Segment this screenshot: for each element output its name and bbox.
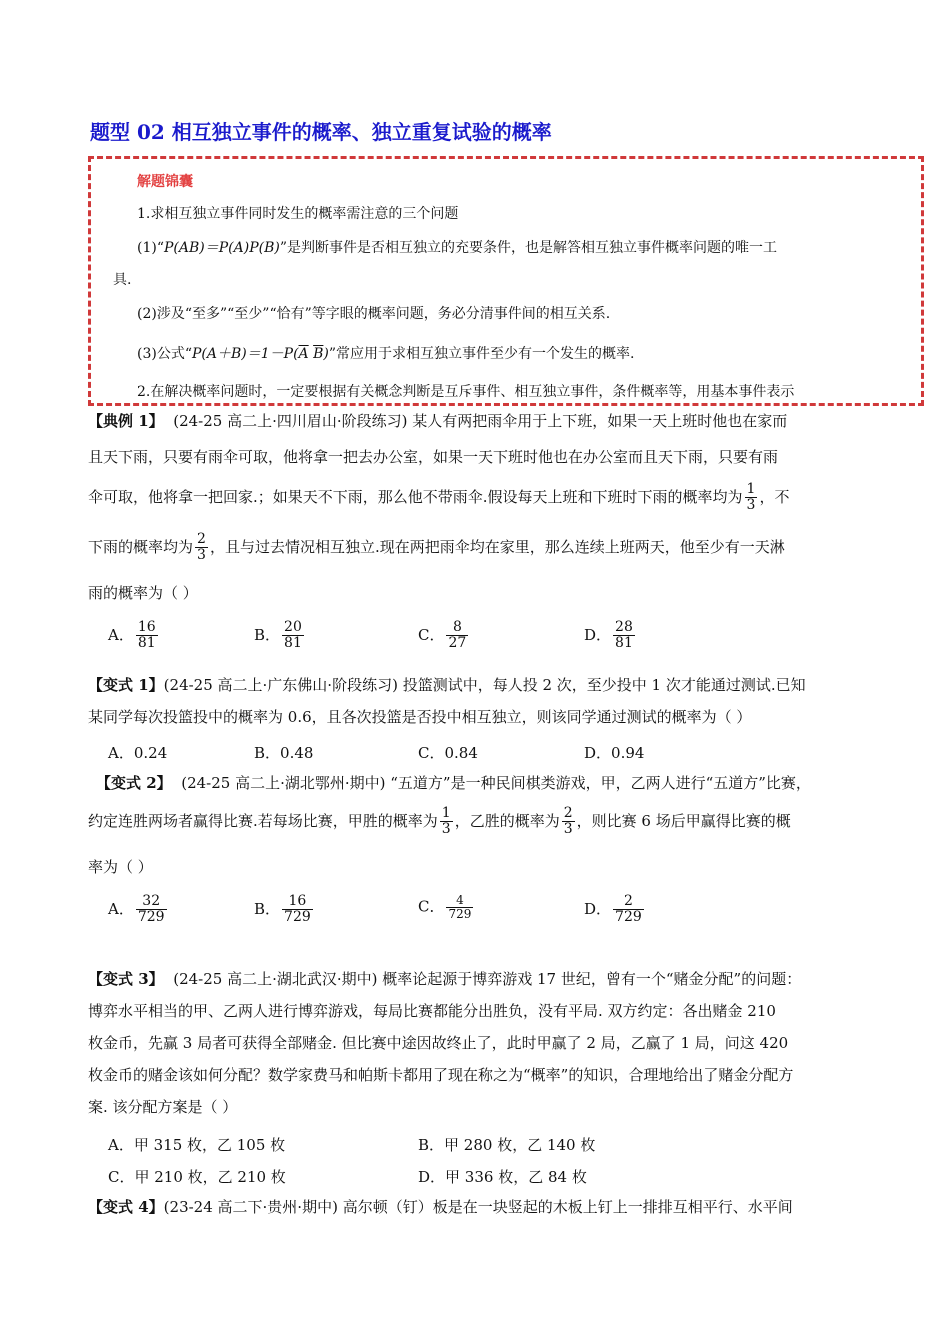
variant-tag: 【变式 2】 bbox=[96, 774, 172, 792]
variant-tag: 【变式 3】 bbox=[88, 970, 164, 988]
variant-2-line-2: 约定连胜两场者赢得比赛.若每场比赛，甲胜的概率为 $\frac{1}{3}$ ，乙胜的概率为 $\frac{2}{3}$ ，则比赛 6 场后甲赢得比赛的概 bbox=[88, 805, 791, 838]
variant-2-line-1: 【变式 2】 (24-25 高二上·湖北鄂州·期中) “五道方”是一种民间棋类游戏，甲，乙两人进行“五道方”比赛， bbox=[96, 774, 811, 792]
variant-tag: 【变式 1】 bbox=[88, 676, 164, 694]
example-1-option-a[interactable]: A． $\frac{16}{81}$ bbox=[108, 619, 156, 652]
variant-3-option-d[interactable]: D．甲 336 枚，乙 84 枚 bbox=[418, 1168, 587, 1186]
variant-3-line-4: 枚金币的赌金该如何分配？数学家费马和帕斯卡都用了现在称之为“概率”的知识，合理地给出了赌金分配方 bbox=[88, 1066, 794, 1084]
tips-point-2: 2.在解决概率问题时，一定要根据有关概念判断是互斥事件、相互独立事件，条件概率等，用基本事件表示 bbox=[137, 384, 795, 400]
variant-2-option-b[interactable]: B． $\frac{16}{729}$ bbox=[254, 893, 311, 926]
example-1-option-c[interactable]: C． $\frac{8}{27}$ bbox=[418, 619, 467, 652]
variant-3-line-5: 案. 该分配方案是（ ） bbox=[88, 1098, 238, 1116]
variant-3-line-3: 枚金币，先赢 3 局者可获得全部赌金. 但比赛中途因故终止了，此时甲赢了 2 局，乙赢了 1 局，问这 420 bbox=[88, 1034, 789, 1052]
variant-3-line-2: 博弈水平相当的甲、乙两人进行博弈游戏，每局比赛都能分出胜负，没有平局. 双方约定：各出赌金 210 bbox=[88, 1002, 776, 1020]
variant-2-option-a[interactable]: A． $\frac{32}{729}$ bbox=[108, 893, 165, 926]
variant-1-option-c[interactable]: C．0.84 bbox=[418, 744, 478, 762]
variant-1-option-d[interactable]: D．0.94 bbox=[584, 744, 645, 762]
variant-3-line-1: 【变式 3】 (24-25 高二上·湖北武汉·期中) 概率论起源于博弈游戏 17 世纪，曾有一个“赌金分配”的问题： bbox=[88, 970, 802, 988]
variant-tag: 【变式 4】 bbox=[88, 1198, 164, 1216]
tips-point-1: 1.求相互独立事件同时发生的概率需注意的三个问题 bbox=[137, 206, 459, 222]
formula-independence: P(AB)＝P(A)P(B) bbox=[164, 240, 280, 256]
tips-heading: 解题锦囊 bbox=[137, 174, 193, 190]
variant-1-option-a[interactable]: A．0.24 bbox=[108, 744, 168, 762]
example-1-line-3: 伞可取，他将拿一把回家.；如果天不下雨，那么他不带雨伞.假设每天上班和下班时下雨的概率均为 $\frac{1}{3}$ ，不 bbox=[88, 481, 790, 514]
variant-2-option-c[interactable]: C． $\frac{4}{729}$ bbox=[418, 893, 472, 922]
example-1-line-2: 且天下雨，只要有雨伞可取，他将拿一把去办公室，如果一天下班时他也在办公室而且天下雨，只要有雨 bbox=[88, 448, 779, 466]
variant-2-line-3: 率为（ ） bbox=[88, 858, 153, 876]
variant-3-option-b[interactable]: B．甲 280 枚，乙 140 枚 bbox=[418, 1136, 596, 1154]
example-1-line-1: 【典例 1】 (24-25 高二上·四川眉山·阶段练习) 某人有两把雨伞用于上下班，如果一天上班时他也在家而 bbox=[88, 412, 788, 430]
page-title: 题型 02 相互独立事件的概率、独立重复试验的概率 bbox=[90, 120, 552, 144]
variant-1-line-2: 某同学每次投篮投中的概率为 0.6，且各次投篮是否投中相互独立，则该同学通过测试的概率为（ ） bbox=[88, 708, 752, 726]
variant-1-line-1: 【变式 1】(24-25 高二上·广东佛山·阶段练习) 投篮测试中，每人投 2 次，至少投中 1 次才能通过测试.已知 bbox=[88, 676, 806, 694]
tips-item-3: (3)公式“$P(A+B)=1-P(\overline{A}$ $\overline{B}$)”常应用于求相互独立事件至少有一个发生的概率. bbox=[137, 346, 635, 362]
tips-item-1-cont: 具. bbox=[113, 272, 132, 288]
example-1-line-5: 雨的概率为（ ） bbox=[88, 584, 198, 602]
variant-3-option-c[interactable]: C．甲 210 枚，乙 210 枚 bbox=[108, 1168, 286, 1186]
tips-item-2: (2)涉及“至多”“至少”“恰有”等字眼的概率问题，务必分清事件间的相互关系. bbox=[137, 306, 611, 322]
example-1-option-d[interactable]: D． $\frac{28}{81}$ bbox=[584, 619, 633, 652]
variant-4-line-1: 【变式 4】(23-24 高二下·贵州·期中) 高尔顿（钉）板是在一块竖起的木板上钉上一排排互相平行、水平间 bbox=[88, 1198, 793, 1216]
tips-box bbox=[88, 156, 924, 406]
variant-3-option-a[interactable]: A．甲 315 枚，乙 105 枚 bbox=[108, 1136, 286, 1154]
example-tag: 【典例 1】 bbox=[88, 412, 164, 430]
example-1-line-4: 下雨的概率均为 $\frac{2}{3}$ ，且与过去情况相互独立.现在两把雨伞均在家里，那么连续上班两天，他至少有一天淋 bbox=[88, 531, 785, 564]
example-1-option-b[interactable]: B． $\frac{20}{81}$ bbox=[254, 619, 302, 652]
variant-2-option-d[interactable]: D． $\frac{2}{729}$ bbox=[584, 893, 642, 926]
tips-item-1: (1)“P(AB)＝P(A)P(B)”是判断事件是否相互独立的充要条件，也是解答相互独立事件概率问题的唯一工 bbox=[137, 240, 777, 256]
variant-1-option-b[interactable]: B．0.48 bbox=[254, 744, 314, 762]
